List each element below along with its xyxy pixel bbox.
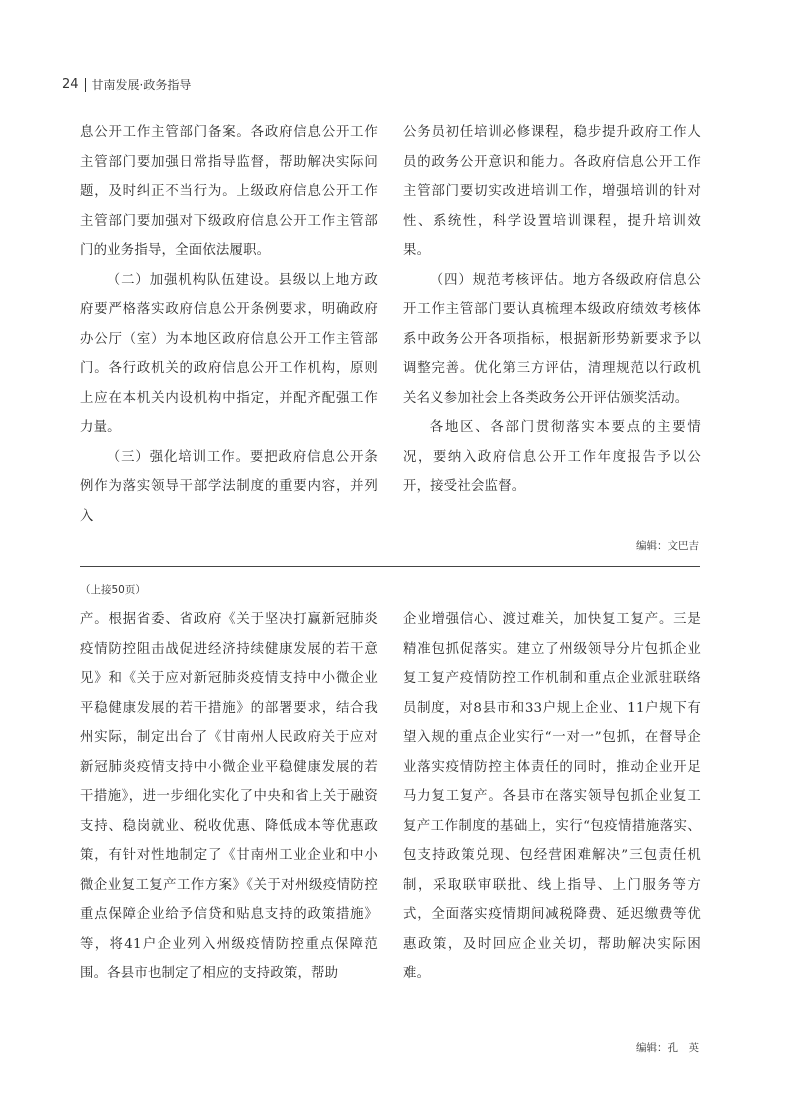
section2-left-column [80,605,378,989]
continuation-note: （上接50页） [80,584,146,596]
paragraph: （二）加强机构队伍建设。县级以上地方政府要严格落实政府信息公开条例要求，明确政府办公厅（室）为本地区政府信息公开工作主管部门。各行政机关的政府信息公开工作机构，原则上应在本机关内设机构中指定，并配齐配强工作力量。 [80,272,378,435]
section1-right-column [403,118,701,502]
journal-title: 甘南发展·政务指导 [91,78,192,92]
paragraph: 公务员初任培训必修课程，稳步提升政府工作人员的政务公开意识和能力。各政府信息公开工作主管部门要切实改进培训工作，增强培训的针对性、系统性，科学设置培训课程，提升培训效果。 [403,125,701,258]
paragraph: （三）强化培训工作。要把政府信息公开条例作为落实领导干部学法制度的重要内容，并列入 [80,449,378,524]
editor-credit-2: 编辑：孔 英 [636,1042,699,1054]
paragraph: 产。根据省委、省政府《关于坚决打赢新冠肺炎疫情防控阻击战促进经济持续健康发展的若干意见》和《关于应对新冠肺炎疫情支持中小微企业平稳健康发展的若干措施》的部署要求，结合我州实际，制定出台了《甘南州人民政府关于应对新冠肺炎疫情支持中小微企业平稳健康发展的若干措施》，进一步细化实化了中央和省上关于融资支持、稳岗就业、税收优惠、降低成本等优惠政策，有针对性地制定了《甘南州工业企业和中小微企业复工复产工作方案》《关于对州级疫情防控重点保障企业给予信贷和贴息支持的政策措施》等，将41户企业列入州级疫情防控重点保障范围。各县市也制定了相应的支持政策，帮助 [80,612,378,981]
section1-left-column [80,118,378,531]
editor-credit-1: 编辑：文巴吉 [636,540,699,552]
section-divider [80,566,700,567]
page-number: 24 [62,77,79,92]
paragraph: 各地区、各部门贯彻落实本要点的主要情况，要纳入政府信息公开工作年度报告予以公开，接受社会监督。 [403,420,701,494]
paragraph: 企业增强信心、渡过难关，加快复工复产。三是精准包抓促落实。建立了州级领导分片包抓企业复工复产疫情防控工作机制和重点企业派驻联络员制度，对8县市和33户规上企业、11户规下有望入规的重点企业实行“一对一”包抓，在督导企业落实疫情防控主体责任的同时，推动企业开足马力复工复产。各县市在落实领导包抓企业复工复产工作制度的基础上，实行“包疫情措施落实、包支持政策兑现、包经营困难解决”三包责任机制，采取联审联批、线上指导、上门服务等方式，全面落实疫情期间减税降费、延迟缴费等优惠政策，及时回应企业关切，帮助解决实际困难。 [403,612,701,981]
header-divider [85,78,86,92]
paragraph: （四）规范考核评估。地方各级政府信息公开工作主管部门要认真梳理本级政府绩效考核体系中政务公开各项指标，根据新形势新要求予以调整完善。优化第三方评估，清理规范以行政机关名义参加社会上各类政务公开评估颁奖活动。 [403,272,701,406]
section2-right-column [403,605,701,989]
page-header [62,76,191,93]
paragraph: 息公开工作主管部门备案。各政府信息公开工作主管部门要加强日常指导监督，帮助解决实际问题，及时纠正不当行为。上级政府信息公开工作主管部门要加强对下级政府信息公开工作主管部门的业务指导，全面依法履职。 [80,125,378,258]
